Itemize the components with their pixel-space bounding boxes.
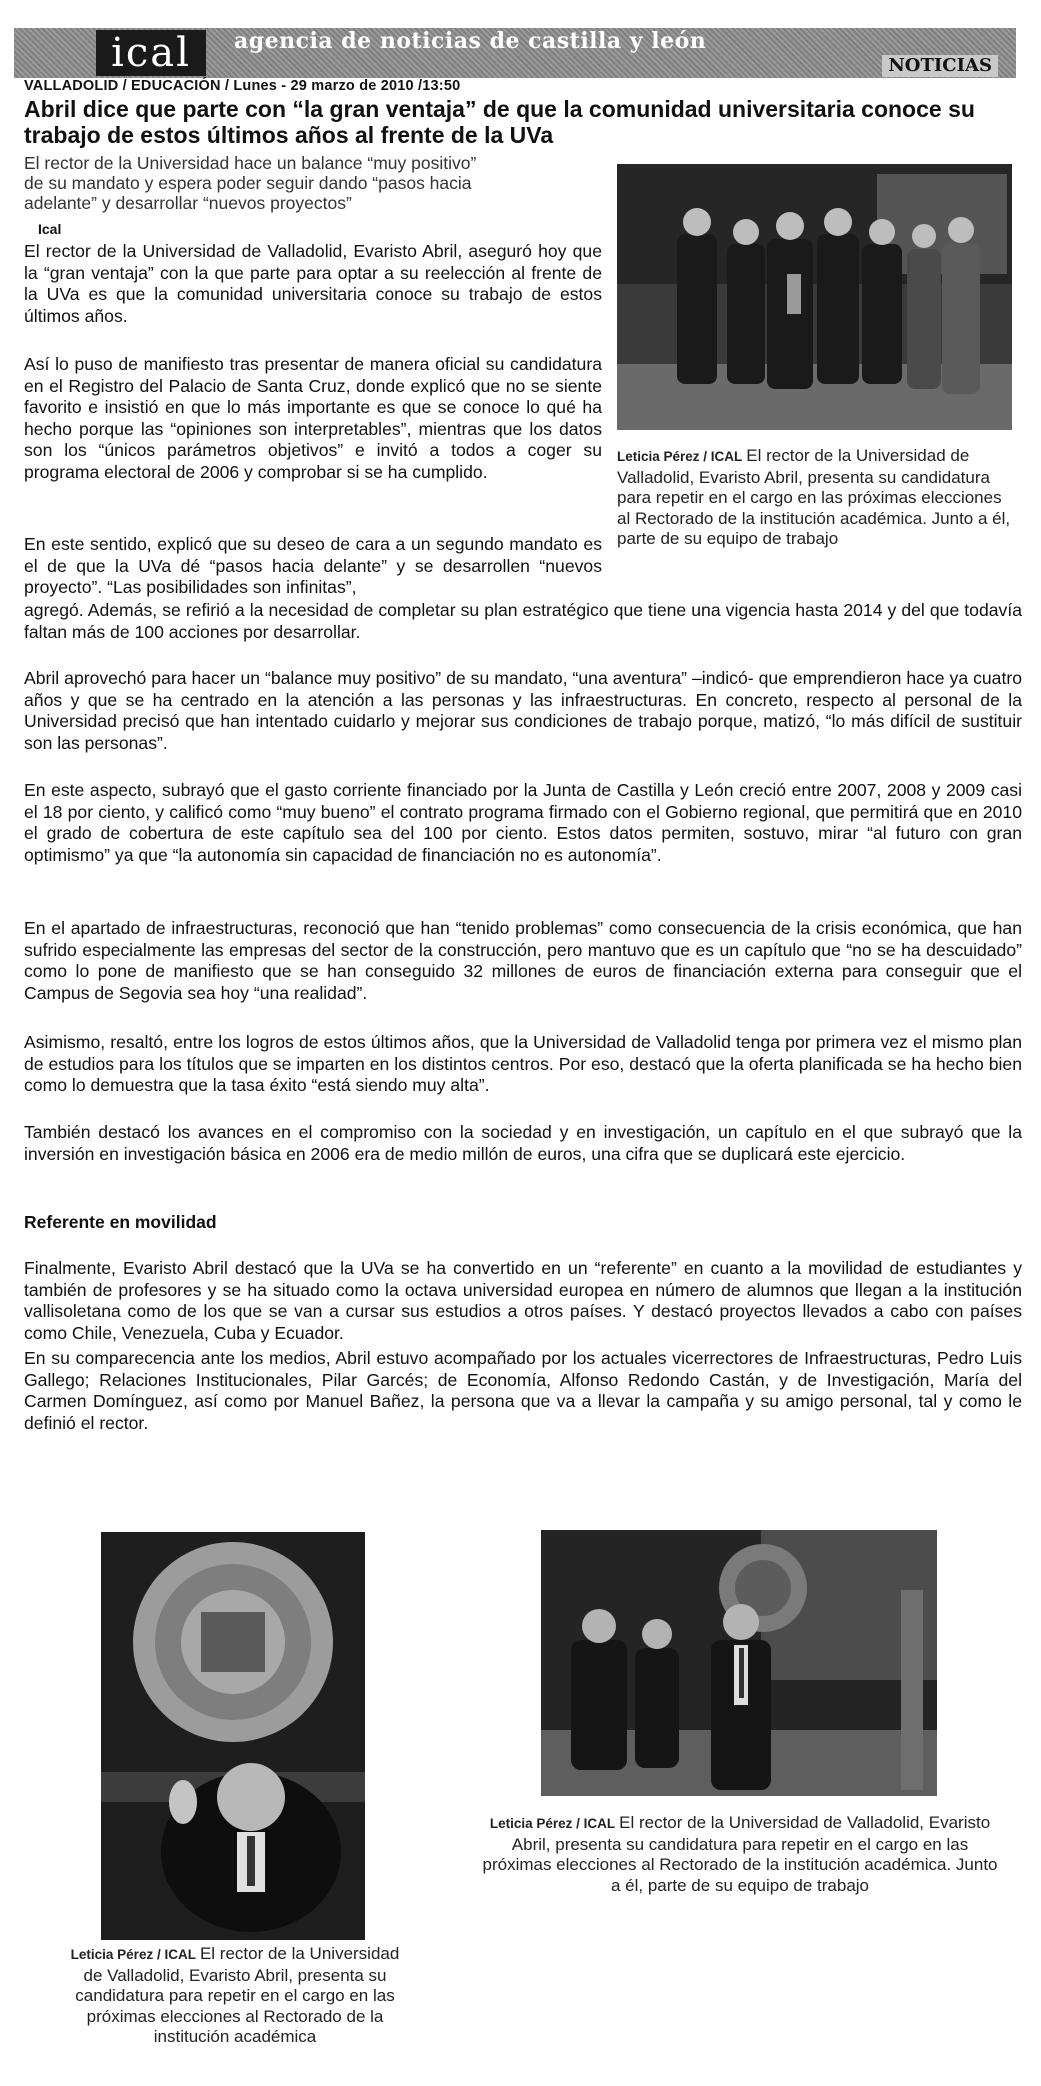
masthead-bar [14, 28, 1016, 78]
paragraph: Así lo puso de manifiesto tras presentar de manera oficial su candidatura en el Registro del Palacio de Santa Cruz, donde explicó que no se siente favorito e insistió en que lo más importante es que se conoce lo qué ha hecho porque las “opiniones son interpretables”, mientras que los datos son los “únicos parámetros objetivos” e invitó a todos a coger su programa electoral de 2006 y comprobar si se ha cumplido. [24, 354, 602, 482]
photo-credit: Leticia Pérez / ICAL [617, 449, 743, 464]
dateline: VALLADOLID / EDUCACIÓN / Lunes - 29 marzo de 2010 /13:50 [24, 78, 461, 94]
caption-text: El rector de la Universidad de Valladolid, Evaristo Abril, presenta su candidatura para repetir en el cargo en las próximas elecciones al Rectorado de la institución académica. Junto a él, parte de su equipo de trabajo [617, 446, 1011, 548]
caption-text: El rector de la Universidad de Valladolid, Evaristo Abril, presenta su candidatura para repetir en el cargo en las próximas elecciones al Rectorado de la institución académica. Junto a él, parte de su equipo de trabajo [482, 1813, 998, 1895]
paragraph: Abril aprovechó para hacer un “balance muy positivo” de su mandato, “una aventura” –indicó- que emprendieron hace ya cuatro años y que se ha centrado en la atención a las personas y las infraestructuras. En concreto, respecto al personal de la Universidad precisó que han intentado cuidarlo y mejorar sus condiciones de trabajo porque, matizó, “lo más difícil de sustituir son las personas”. [24, 668, 1022, 753]
agency-name: agencia de noticias de castilla y león [234, 28, 707, 54]
top-photo-caption [617, 446, 1017, 550]
caption-text: El rector de la Universidad de Valladolid, Evaristo Abril, presenta su candidatura para repetir en el cargo en las próximas elecciones al Rectorado de la institución académica [75, 1944, 400, 2046]
paragraph: agregó. Además, se refirió a la necesidad de completar su plan estratégico que tiene una vigencia hasta 2014 y del que todavía faltan más de 100 acciones por desarrollar. [24, 600, 1022, 642]
bottom-left-caption [70, 1944, 400, 2048]
ical-logo: ical [96, 30, 206, 76]
paragraph: El rector de la Universidad de Valladolid, Evaristo Abril, aseguró hoy que la “gran ventaja” con la que parte para optar a su reelección al frente de la UVa es que la comunidad universitaria conoce su trabajo de estos últimos años. [24, 241, 602, 326]
paragraph: En este sentido, explicó que su deseo de cara a un segundo mandato es el de que la UVa dé “pasos hacia delante” y se desarrollen “nuevos proyecto”. “Las posibilidades son infinitas”, [24, 534, 602, 598]
subtitle-line: El rector de la Universidad hace un balance “muy positivo” [24, 153, 477, 173]
subtitle-line: adelante” y desarrollar “nuevos proyectos” [24, 193, 352, 213]
photo-credit: Leticia Pérez / ICAL [489, 1816, 616, 1831]
paragraph: Asimismo, resaltó, entre los logros de estos últimos años, que la Universidad de Valladolid tenga por primera vez el mismo plan de estudios para los títulos que se imparten en los distintos centros. Por eso, destacó que la oferta planificada se ha hecho bien como lo demuestra que la tasa éxito “está siendo muy alta”. [24, 1032, 1022, 1096]
photo-credit: Leticia Pérez / ICAL [70, 1947, 196, 1962]
rector-seal-photo [101, 1532, 365, 1940]
paragraph: En este aspecto, subrayó que el gasto corriente financiado por la Junta de Castilla y León creció entre 2007, 2008 y 2009 casi el 18 por ciento, y calificó como “muy bueno” el contrato programa firmado con el Gobierno regional, que permitirá que en 2010 el grado de cobertura de este capítulo sea del 100 por ciento. Estos datos permiten, sostuvo, mirar “al futuro con gran optimismo” ya que “la autonomía sin capacidad de financiación no es autonomía”. [24, 780, 1022, 865]
bottom-right-caption [480, 1813, 1000, 1896]
subtitle [24, 153, 604, 213]
paragraph: En su comparecencia ante los medios, Abril estuvo acompañado por los actuales vicerrectores de Infraestructuras, Pedro Luis Gallego; Relaciones Institucionales, Pilar Garcés; de Economía, Alfonso Redondo Castán, y de Investigación, María del Carmen Domínguez, así como por Manuel Bañez, la persona que va a llevar la campaña y su amigo personal, tal y como le definió el rector. [24, 1348, 1022, 1433]
section-tag: NOTICIAS [882, 55, 998, 77]
group-photo [617, 164, 1012, 430]
subheading: Referente en movilidad [24, 1212, 217, 1232]
paragraph: En el apartado de infraestructuras, reconoció que han “tenido problemas” como consecuencia de la crisis económica, que han sufrido especialmente las empresas del sector de la construcción, pero mantuvo que es un capítulo que “no se ha descuidado” como lo pone de manifiesto que se han conseguido 32 millones de euros de financiación externa para conseguir que el Campus de Segovia sea hoy “una realidad”. [24, 918, 1022, 1003]
byline: Ical [38, 221, 62, 237]
team-sign-photo [541, 1530, 937, 1796]
headline: Abril dice que parte con “la gran ventaja” de que la comunidad universitaria conoce su trabajo de estos últimos años al frente de la UVa [24, 96, 975, 148]
paragraph: Finalmente, Evaristo Abril destacó que la UVa se ha convertido en un “referente” en cuanto a la movilidad de estudiantes y también de profesores y se ha situado como la octava universidad europea en número de alumnos que llegan a la institución vallisoletana como de los que se van a cursar sus estudios a otros países. Y destacó proyectos llevados a cabo con países como Chile, Venezuela, Cuba y Ecuador. [24, 1258, 1022, 1343]
paragraph: También destacó los avances en el compromiso con la sociedad y en investigación, un capítulo en el que subrayó que la inversión en investigación básica en 2006 era de medio millón de euros, una cifra que se duplicará este ejercicio. [24, 1122, 1022, 1164]
subtitle-line: de su mandato y espera poder seguir dando “pasos hacia [24, 173, 472, 193]
